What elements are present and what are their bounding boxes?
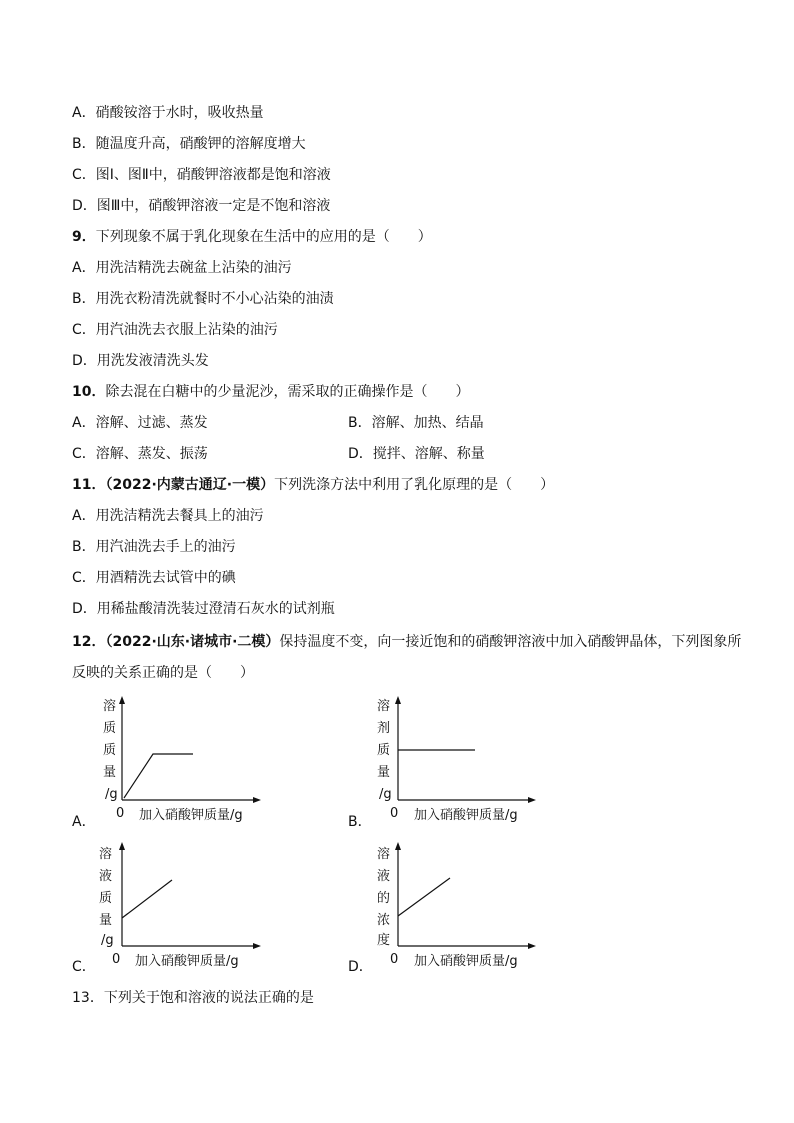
graph-c-svg bbox=[95, 836, 265, 976]
graph-a-x-arrow bbox=[253, 797, 261, 803]
q12-source: （2022·山东·诸城市·二模） bbox=[105, 634, 280, 650]
graph-b-xlabel: 加入硝酸钾质量/g bbox=[414, 808, 518, 823]
graph-b-svg bbox=[370, 690, 540, 830]
graph-b-ylabel-1: 溶 bbox=[377, 699, 391, 714]
q11-source: （2022·内蒙古通辽·一模） bbox=[105, 477, 275, 493]
q10-stem-line bbox=[72, 382, 469, 402]
q10-option-b: B．溶解、加热、结晶 bbox=[348, 415, 484, 431]
graph-d-x-arrow bbox=[528, 943, 536, 949]
q10-option-c: C．溶解、蒸发、振荡 bbox=[72, 446, 208, 462]
graph-c-xlabel: 加入硝酸钾质量/g bbox=[135, 954, 239, 969]
graph-b-ylabel-5: /g bbox=[379, 787, 392, 802]
q9-number: 9． bbox=[72, 229, 96, 245]
graph-d-origin: 0 bbox=[390, 952, 399, 967]
q11-option-d: D．用稀盐酸清洗装过澄清石灰水的试剂瓶 bbox=[72, 601, 335, 617]
graph-c-y-arrow bbox=[119, 842, 125, 850]
graph-a-svg bbox=[95, 690, 265, 830]
graph-d-ylabel-1: 溶 bbox=[377, 847, 391, 862]
graph-c-ylabel-2: 液 bbox=[99, 869, 113, 884]
graph-d-label: D． bbox=[348, 959, 373, 975]
q10-option-a: A．溶解、过滤、蒸发 bbox=[72, 415, 208, 431]
q11-number: 11． bbox=[72, 477, 106, 493]
q8-option-c: C．图Ⅰ、图Ⅱ中，硝酸钾溶液都是饱和溶液 bbox=[72, 167, 331, 183]
graph-d-ylabel-3: 的 bbox=[377, 891, 391, 906]
q11-stem-line bbox=[72, 475, 554, 495]
q12-stem-line-2: 反映的关系正确的是（ ） bbox=[72, 665, 254, 681]
graph-b-label: B． bbox=[348, 814, 372, 830]
q11-stem: 下列洗涤方法中利用了乳化原理的是（ ） bbox=[274, 477, 555, 493]
graph-d-ylabel-4: 浓 bbox=[377, 913, 391, 928]
graph-a-xlabel: 加入硝酸钾质量/g bbox=[139, 808, 243, 823]
q9-option-c: C．用汽油洗去衣服上沾染的油污 bbox=[72, 322, 278, 338]
graph-c-ylabel-4: 量 bbox=[99, 913, 113, 928]
graph-a-ylabel-3: 质 bbox=[103, 743, 117, 758]
q8-option-d: D．图Ⅲ中，硝酸钾溶液一定是不饱和溶液 bbox=[72, 198, 331, 214]
graph-a bbox=[95, 690, 265, 830]
graph-b-y-arrow bbox=[395, 696, 401, 704]
q12-stem-1: 保持温度不变，向一接近饱和的硝酸钾溶液中加入硝酸钾晶体，下列图象所 bbox=[279, 634, 742, 650]
graph-b-x-arrow bbox=[528, 797, 536, 803]
q9-option-b: B．用洗衣粉清洗就餐时不小心沾染的油渍 bbox=[72, 291, 334, 307]
graph-b-origin: 0 bbox=[390, 806, 399, 821]
graph-b-ylabel-4: 量 bbox=[377, 765, 391, 780]
q12-stem-line-1 bbox=[72, 632, 741, 652]
q13-stem: 13．下列关于饱和溶液的说法正确的是 bbox=[72, 990, 314, 1006]
q11-option-a: A．用洗洁精洗去餐具上的油污 bbox=[72, 508, 264, 524]
q9-stem: 下列现象不属于乳化现象在生活中的应用的是（ ） bbox=[95, 229, 432, 245]
graph-d bbox=[370, 836, 540, 976]
graph-a-ylabel-4: 量 bbox=[103, 765, 117, 780]
graph-d-svg bbox=[370, 836, 540, 976]
graph-c-ylabel-1: 溶 bbox=[99, 847, 113, 862]
q12-number: 12． bbox=[72, 634, 106, 650]
graph-b-ylabel-3: 质 bbox=[377, 743, 391, 758]
graph-d-y-arrow bbox=[395, 842, 401, 850]
graph-c-origin: 0 bbox=[112, 952, 121, 967]
graph-c-curve bbox=[122, 880, 172, 918]
q10-stem: 除去混在白糖中的少量泥沙，需采取的正确操作是（ ） bbox=[105, 384, 470, 400]
graph-d-ylabel-2: 液 bbox=[377, 869, 391, 884]
q10-option-d: D．搅拌、溶解、称量 bbox=[348, 446, 485, 462]
graph-c bbox=[95, 836, 265, 976]
graph-b bbox=[370, 690, 540, 830]
graph-a-curve bbox=[124, 754, 193, 798]
graph-c-x-arrow bbox=[253, 943, 261, 949]
q9-option-a: A．用洗洁精洗去碗盆上沾染的油污 bbox=[72, 260, 292, 276]
q9-stem-line bbox=[72, 227, 432, 247]
q11-option-b: B．用汽油洗去手上的油污 bbox=[72, 539, 236, 555]
graph-a-y-arrow bbox=[119, 696, 125, 704]
q9-option-d: D．用洗发液清洗头发 bbox=[72, 353, 209, 369]
q10-number: 10． bbox=[72, 384, 106, 400]
q8-option-a: A．硝酸铵溶于水时，吸收热量 bbox=[72, 105, 264, 121]
graph-d-ylabel-5: 度 bbox=[377, 933, 391, 948]
graph-a-ylabel-5: /g bbox=[105, 787, 118, 802]
graph-d-curve bbox=[398, 878, 450, 916]
graph-c-label: C． bbox=[72, 959, 96, 975]
graph-d-xlabel: 加入硝酸钾质量/g bbox=[414, 954, 518, 969]
graph-b-ylabel-2: 剂 bbox=[377, 721, 391, 736]
q8-option-b: B．随温度升高，硝酸钾的溶解度增大 bbox=[72, 136, 306, 152]
graph-a-ylabel-1: 溶 bbox=[103, 699, 117, 714]
graph-c-ylabel-3: 质 bbox=[99, 891, 113, 906]
graph-a-label: A． bbox=[72, 814, 96, 830]
graph-a-origin: 0 bbox=[116, 806, 125, 821]
q11-option-c: C．用酒精洗去试管中的碘 bbox=[72, 570, 236, 586]
graph-a-ylabel-2: 质 bbox=[103, 721, 117, 736]
graph-c-ylabel-5: /g bbox=[101, 933, 114, 948]
